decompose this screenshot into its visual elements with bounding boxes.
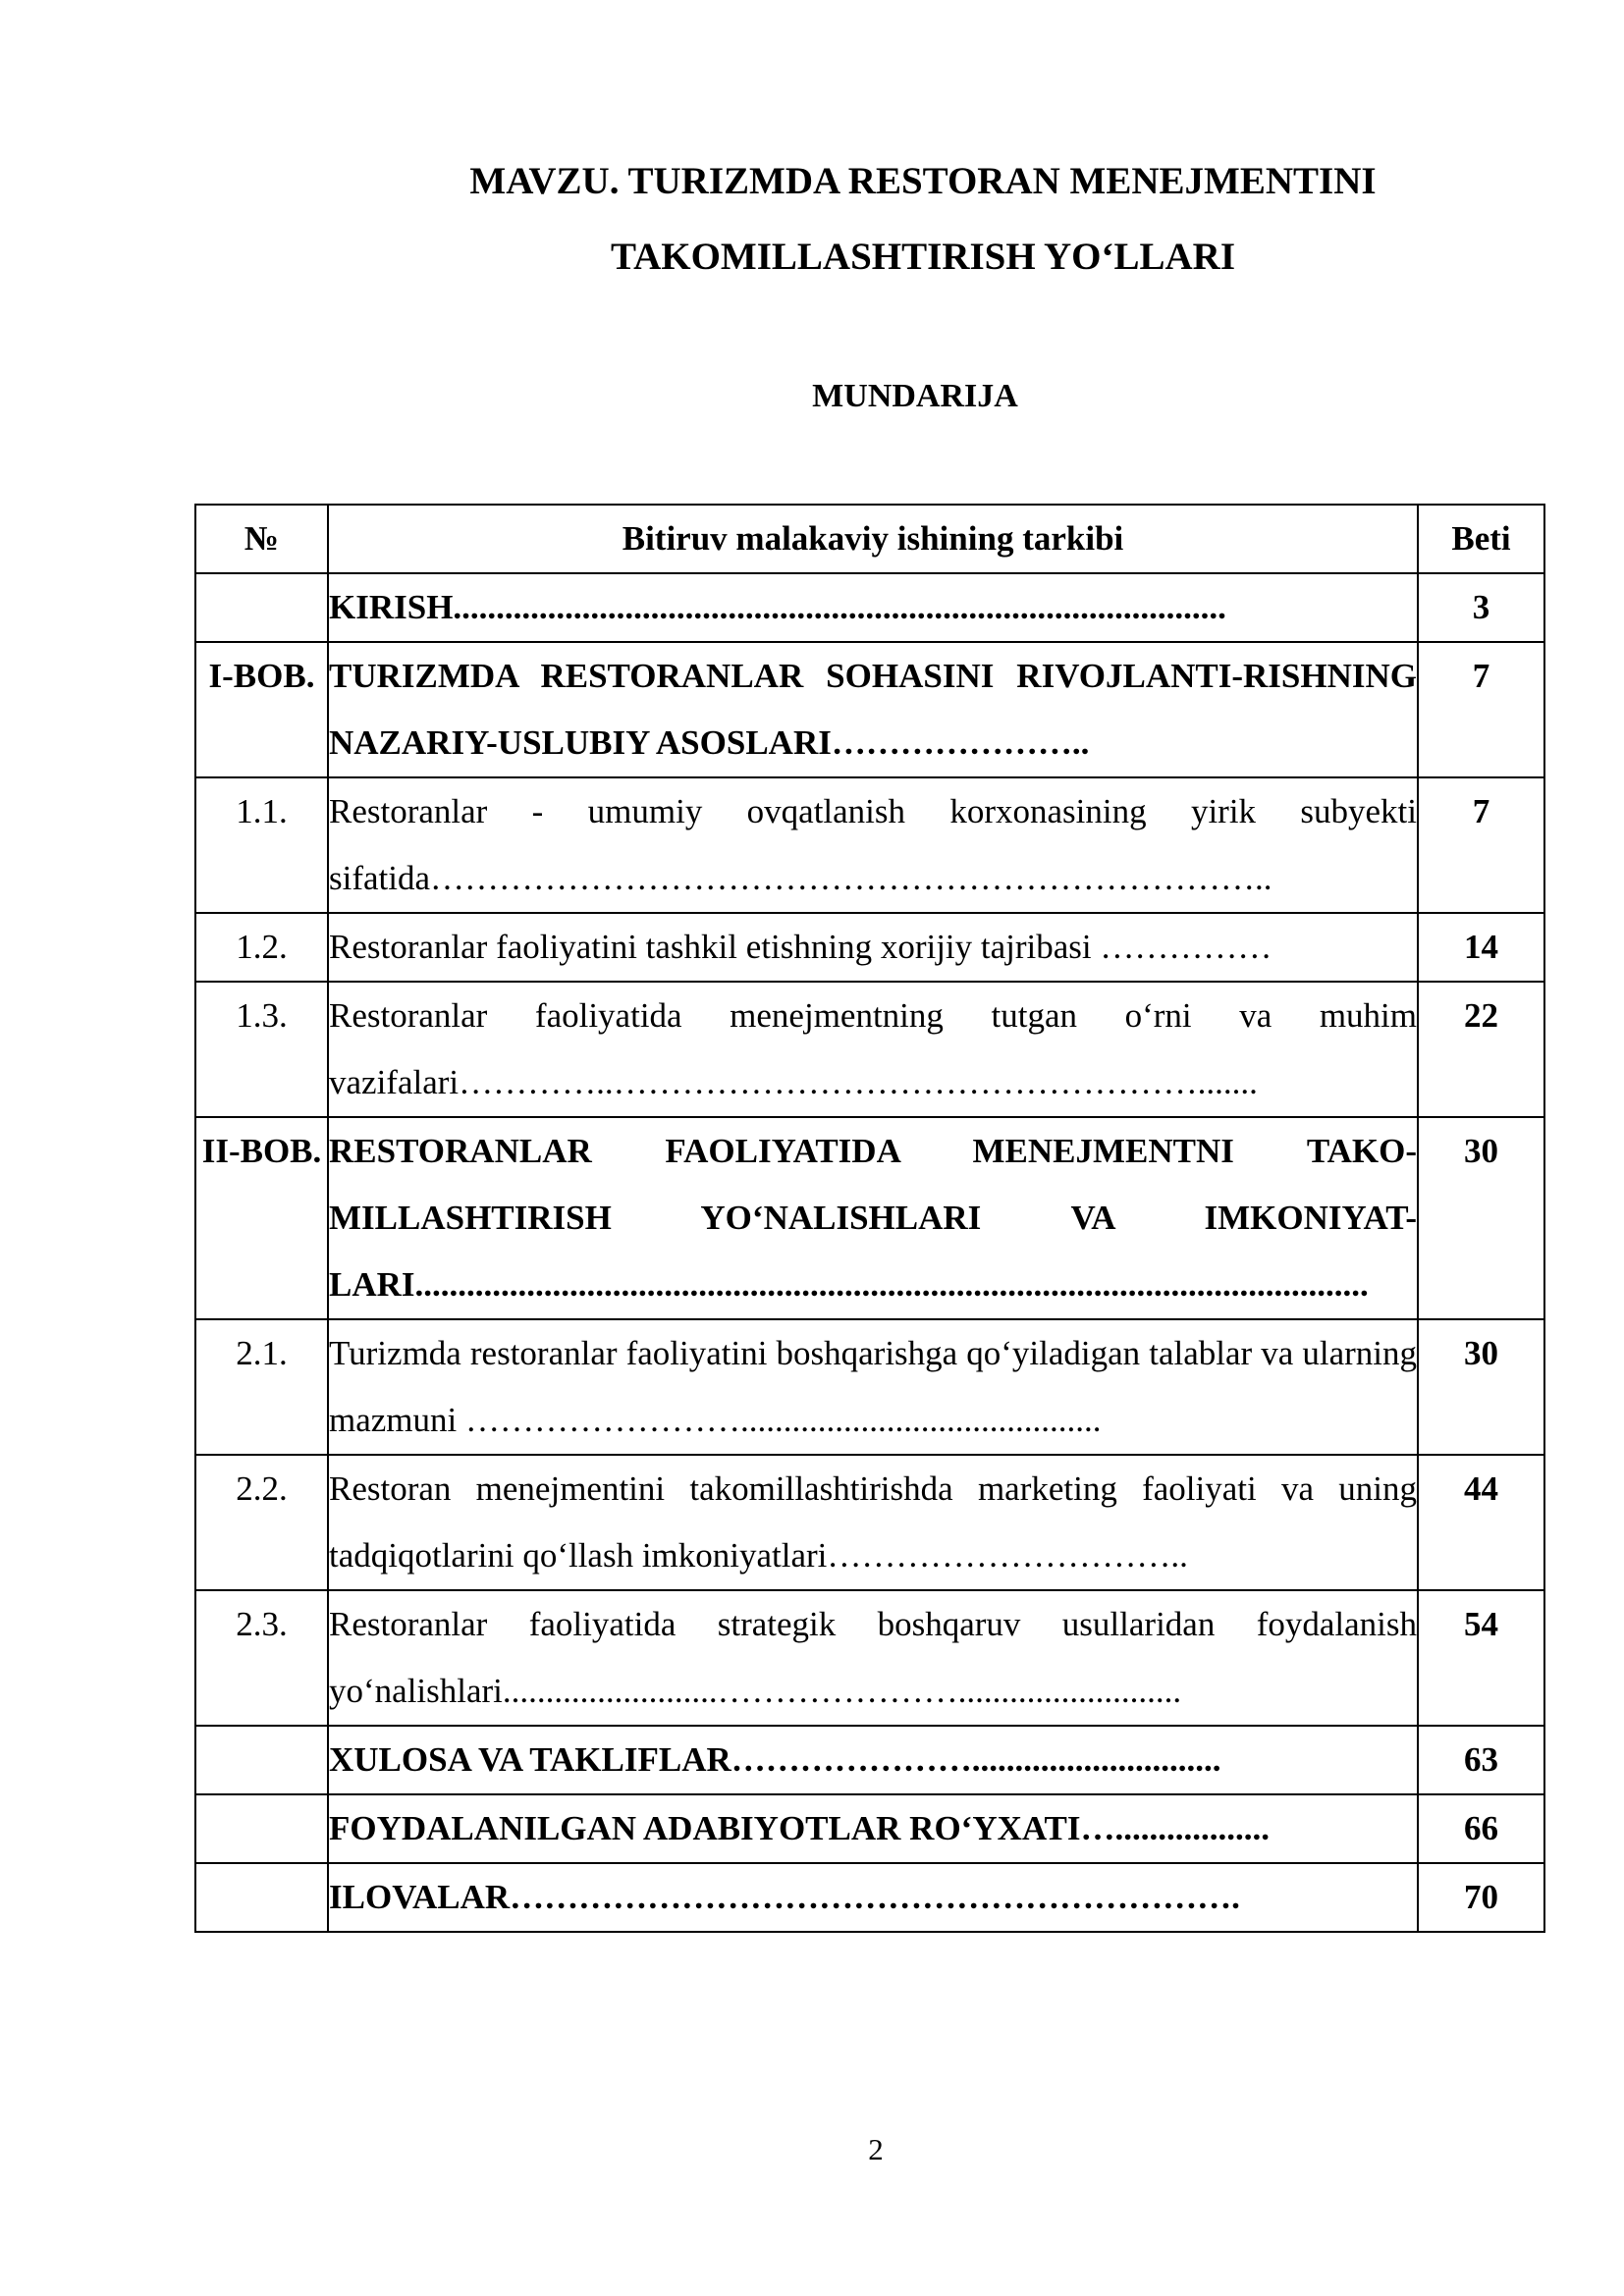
toc-row-title: Restoranlar faoliyatini tashkil etishning xorijiy tajribasi ……………	[328, 913, 1418, 982]
table-row	[195, 1726, 1544, 1794]
table-row	[195, 777, 1544, 913]
toc-row-page: 70	[1418, 1863, 1544, 1932]
table-of-contents	[194, 504, 1545, 1933]
toc-row-page: 63	[1418, 1726, 1544, 1794]
toc-row-number	[195, 1794, 328, 1863]
toc-row-number: I-BOB.	[195, 642, 328, 777]
toc-row-title: FOYDALANILGAN ADABIYOTLAR RO‘YXATI…..................	[328, 1794, 1418, 1863]
toc-row-number: 1.1.	[195, 777, 328, 913]
table-row	[195, 1455, 1544, 1590]
toc-row-page: 3	[1418, 573, 1544, 642]
toc-row-number: 2.1.	[195, 1319, 328, 1455]
toc-row-page: 66	[1418, 1794, 1544, 1863]
table-row	[195, 1117, 1544, 1319]
toc-row-page: 30	[1418, 1117, 1544, 1319]
toc-row-title: XULOSA VA TAKLIFLAR………………….............................	[328, 1726, 1418, 1794]
toc-row-number	[195, 1726, 328, 1794]
toc-row-title: Restoranlar - umumiy ovqatlanish korxonasining yirik subyekti sifatida………………………………………………………………..	[328, 777, 1418, 913]
table-row	[195, 1794, 1544, 1863]
toc-row-title: Restoran menejmentini takomillashtirishda marketing faoliyati va uning tadqiqotlarini qo‘llash imkoniyatlari…………………………..	[328, 1455, 1418, 1590]
toc-row-page: 7	[1418, 777, 1544, 913]
table-row	[195, 1590, 1544, 1726]
toc-header-row	[195, 505, 1544, 573]
header-number: №	[195, 505, 328, 573]
table-row	[195, 982, 1544, 1117]
toc-row-page: 44	[1418, 1455, 1544, 1590]
contents-heading: MUNDARIJA	[812, 378, 1018, 414]
toc-body	[195, 573, 1544, 1932]
toc-row-title: Restoranlar faoliyatida menejmentning tutgan o‘rni va muhim vazifalari…………..…………………………………………….......	[328, 982, 1418, 1117]
toc-row-number	[195, 1863, 328, 1932]
document-title-line-2: TAKOMILLASHTIRISH YO‘LLARI	[610, 236, 1236, 278]
toc-row-title: KIRISH..........................................................................................	[328, 573, 1418, 642]
table-row	[195, 913, 1544, 982]
toc-row-number: 2.3.	[195, 1590, 328, 1726]
table-row	[195, 573, 1544, 642]
toc-row-number: 1.3.	[195, 982, 328, 1117]
toc-row-number: II-BOB.	[195, 1117, 328, 1319]
toc-row-number	[195, 573, 328, 642]
toc-row-page: 54	[1418, 1590, 1544, 1726]
toc-row-title: ILOVALAR……………………………………………………….	[328, 1863, 1418, 1932]
header-page: Beti	[1418, 505, 1544, 573]
header-content: Bitiruv malakaviy ishining tarkibi	[328, 505, 1418, 573]
toc-row-title: Turizmda restoranlar faoliyatini boshqarishga qo‘yiladigan talablar va ularning mazmuni ……………………..........................................	[328, 1319, 1418, 1455]
toc-row-page: 7	[1418, 642, 1544, 777]
table-row	[195, 1863, 1544, 1932]
toc-row-number: 1.2.	[195, 913, 328, 982]
toc-row-page: 30	[1418, 1319, 1544, 1455]
toc-row-number: 2.2.	[195, 1455, 328, 1590]
toc-row-page: 14	[1418, 913, 1544, 982]
toc-row-title: Restoranlar faoliyatida strategik boshqaruv usullaridan foydalanish yo‘nalishlari.........................…………………..........................	[328, 1590, 1418, 1726]
toc-row-page: 22	[1418, 982, 1544, 1117]
document-title-line-1: MAVZU. TURIZMDA RESTORAN MENEJMENTINI	[469, 160, 1377, 202]
toc-row-title: RESTORANLAR FAOLIYATIDA MENEJMENTNI TAKO-MILLASHTIRISH YO‘NALISHLARI VA IMKONIYAT-LARI...............................................................................................................	[328, 1117, 1418, 1319]
table-row	[195, 1319, 1544, 1455]
page-number: 2	[868, 2132, 884, 2166]
table-row	[195, 642, 1544, 777]
toc-row-title: TURIZMDA RESTORANLAR SOHASINI RIVOJLANTI-RISHNING NAZARIY-USLUBIY ASOSLARI…………………..	[328, 642, 1418, 777]
